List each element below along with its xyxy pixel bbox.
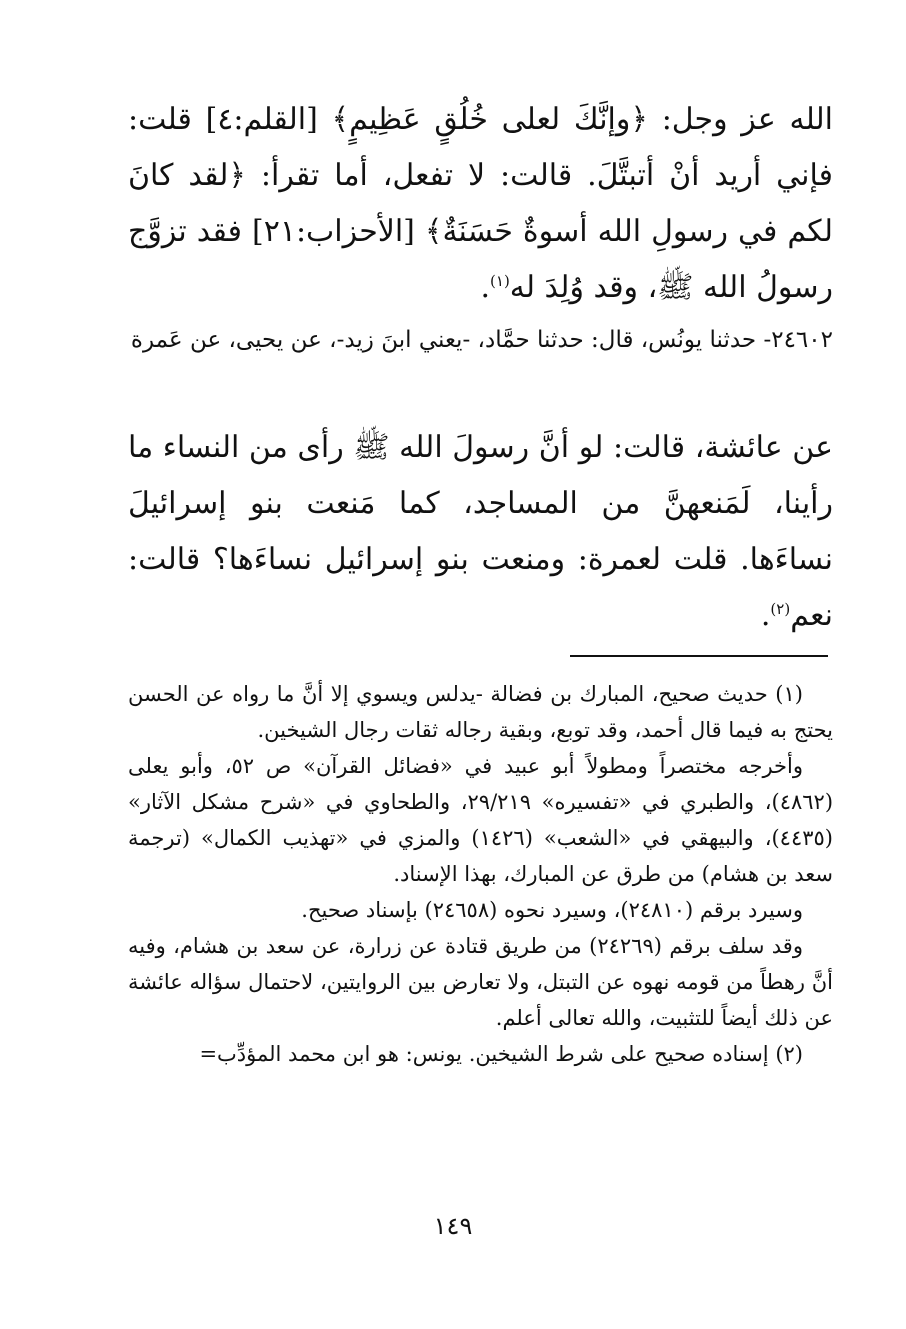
- footnote-marker-2: (٢): [770, 600, 791, 618]
- footnote-marker-1: (١): [490, 272, 510, 290]
- hadith-matn: [128, 420, 833, 644]
- hadith-body-paragraph: [128, 420, 833, 644]
- hadith-body-end: .: [760, 598, 771, 633]
- hadith-body-text: عن عائشة، قالت: لو أنَّ رسولَ الله ﷺ رأى من النساء ما رأينا، لَمَنعهنَّ من المساجد، كما مَنعت بنو إسرائيلَ نساءَها. قلت لعمرة: ومنعت بنو إسرائيل نساءَها؟ قالت: نعم: [128, 430, 833, 633]
- footnote-2: (٢) إسناده صحيح على شرط الشيخين. يونس: هو ابن محمد المؤدِّب=: [199, 1042, 803, 1066]
- main-paragraph-end: .: [480, 270, 491, 305]
- hadith-header-text: ٢٤٦٠٢- حدثنا يونُس، قال: حدثنا حمَّاد، -يعني ابنَ زيد-، عن يحيى، عن عَمرة: [130, 327, 833, 353]
- footnote-1-paragraph-4: وقد سلف برقم (٢٤٢٦٩) من طريق قتادة عن زرارة، عن سعد بن هشام، وفيه أنَّ رهطاً من قومه نهوه عن التبتل، ولا تعارض بين الروايتين، لاحتمال سؤاله عائشة عن ذلك أيضاً للتثبيت، والله تعالى أعلم.: [128, 934, 833, 1030]
- footnote-1-paragraph-2: وأخرجه مختصراً ومطولاً أبو عبيد في «فضائل القرآن» ص ٥٢، وأبو يعلى (٤٨٦٢)، والطبري في «تفسيره» ٢٩/٢١٩، والطحاوي في «شرح مشكل الآثار» (٤٤٣٥)، والبيهقي في «الشعب» (١٤٢٦) والمزي في «تهذيب الكمال» (ترجمة سعد بن هشام) من طرق عن المبارك، بهذا الإسناد.: [128, 754, 834, 886]
- main-text-block: [128, 92, 833, 316]
- footnote-separator: [570, 655, 828, 657]
- footnotes-block: [128, 676, 833, 1072]
- footnote-1-paragraph-1: (١) حديث صحيح، المبارك بن فضالة -يدلس ويسوي إلا أنَّ ما رواه عن الحسن يحتج به فيما قال أحمد، وقد توبع، وبقية رجاله ثقات رجال الشيخين.: [128, 682, 833, 742]
- footnote-1-paragraph-3: وسيرد برقم (٢٤٨١٠)، وسيرد نحوه (٢٤٦٥٨) بإسناد صحيح.: [301, 898, 803, 922]
- main-paragraph-text: الله عز وجل: ﴿وإنَّكَ لعلى خُلُقٍ عَظِيمٍ﴾ [القلم:٤] قلت: فإني أريد أنْ أتبتَّلَ. قالت: لا تفعل، أما تقرأ: ﴿لقد كانَ لكم في رسولِ الله أسوةٌ حَسَنَةٌ﴾ [الأحزاب:٢١] فقد تزوَّج رسولُ الله ﷺ، وقد وُلِدَ له: [128, 102, 834, 305]
- page-number: ١٤٩: [433, 1212, 473, 1240]
- hadith-isnad: [128, 322, 833, 359]
- main-paragraph: [128, 92, 833, 316]
